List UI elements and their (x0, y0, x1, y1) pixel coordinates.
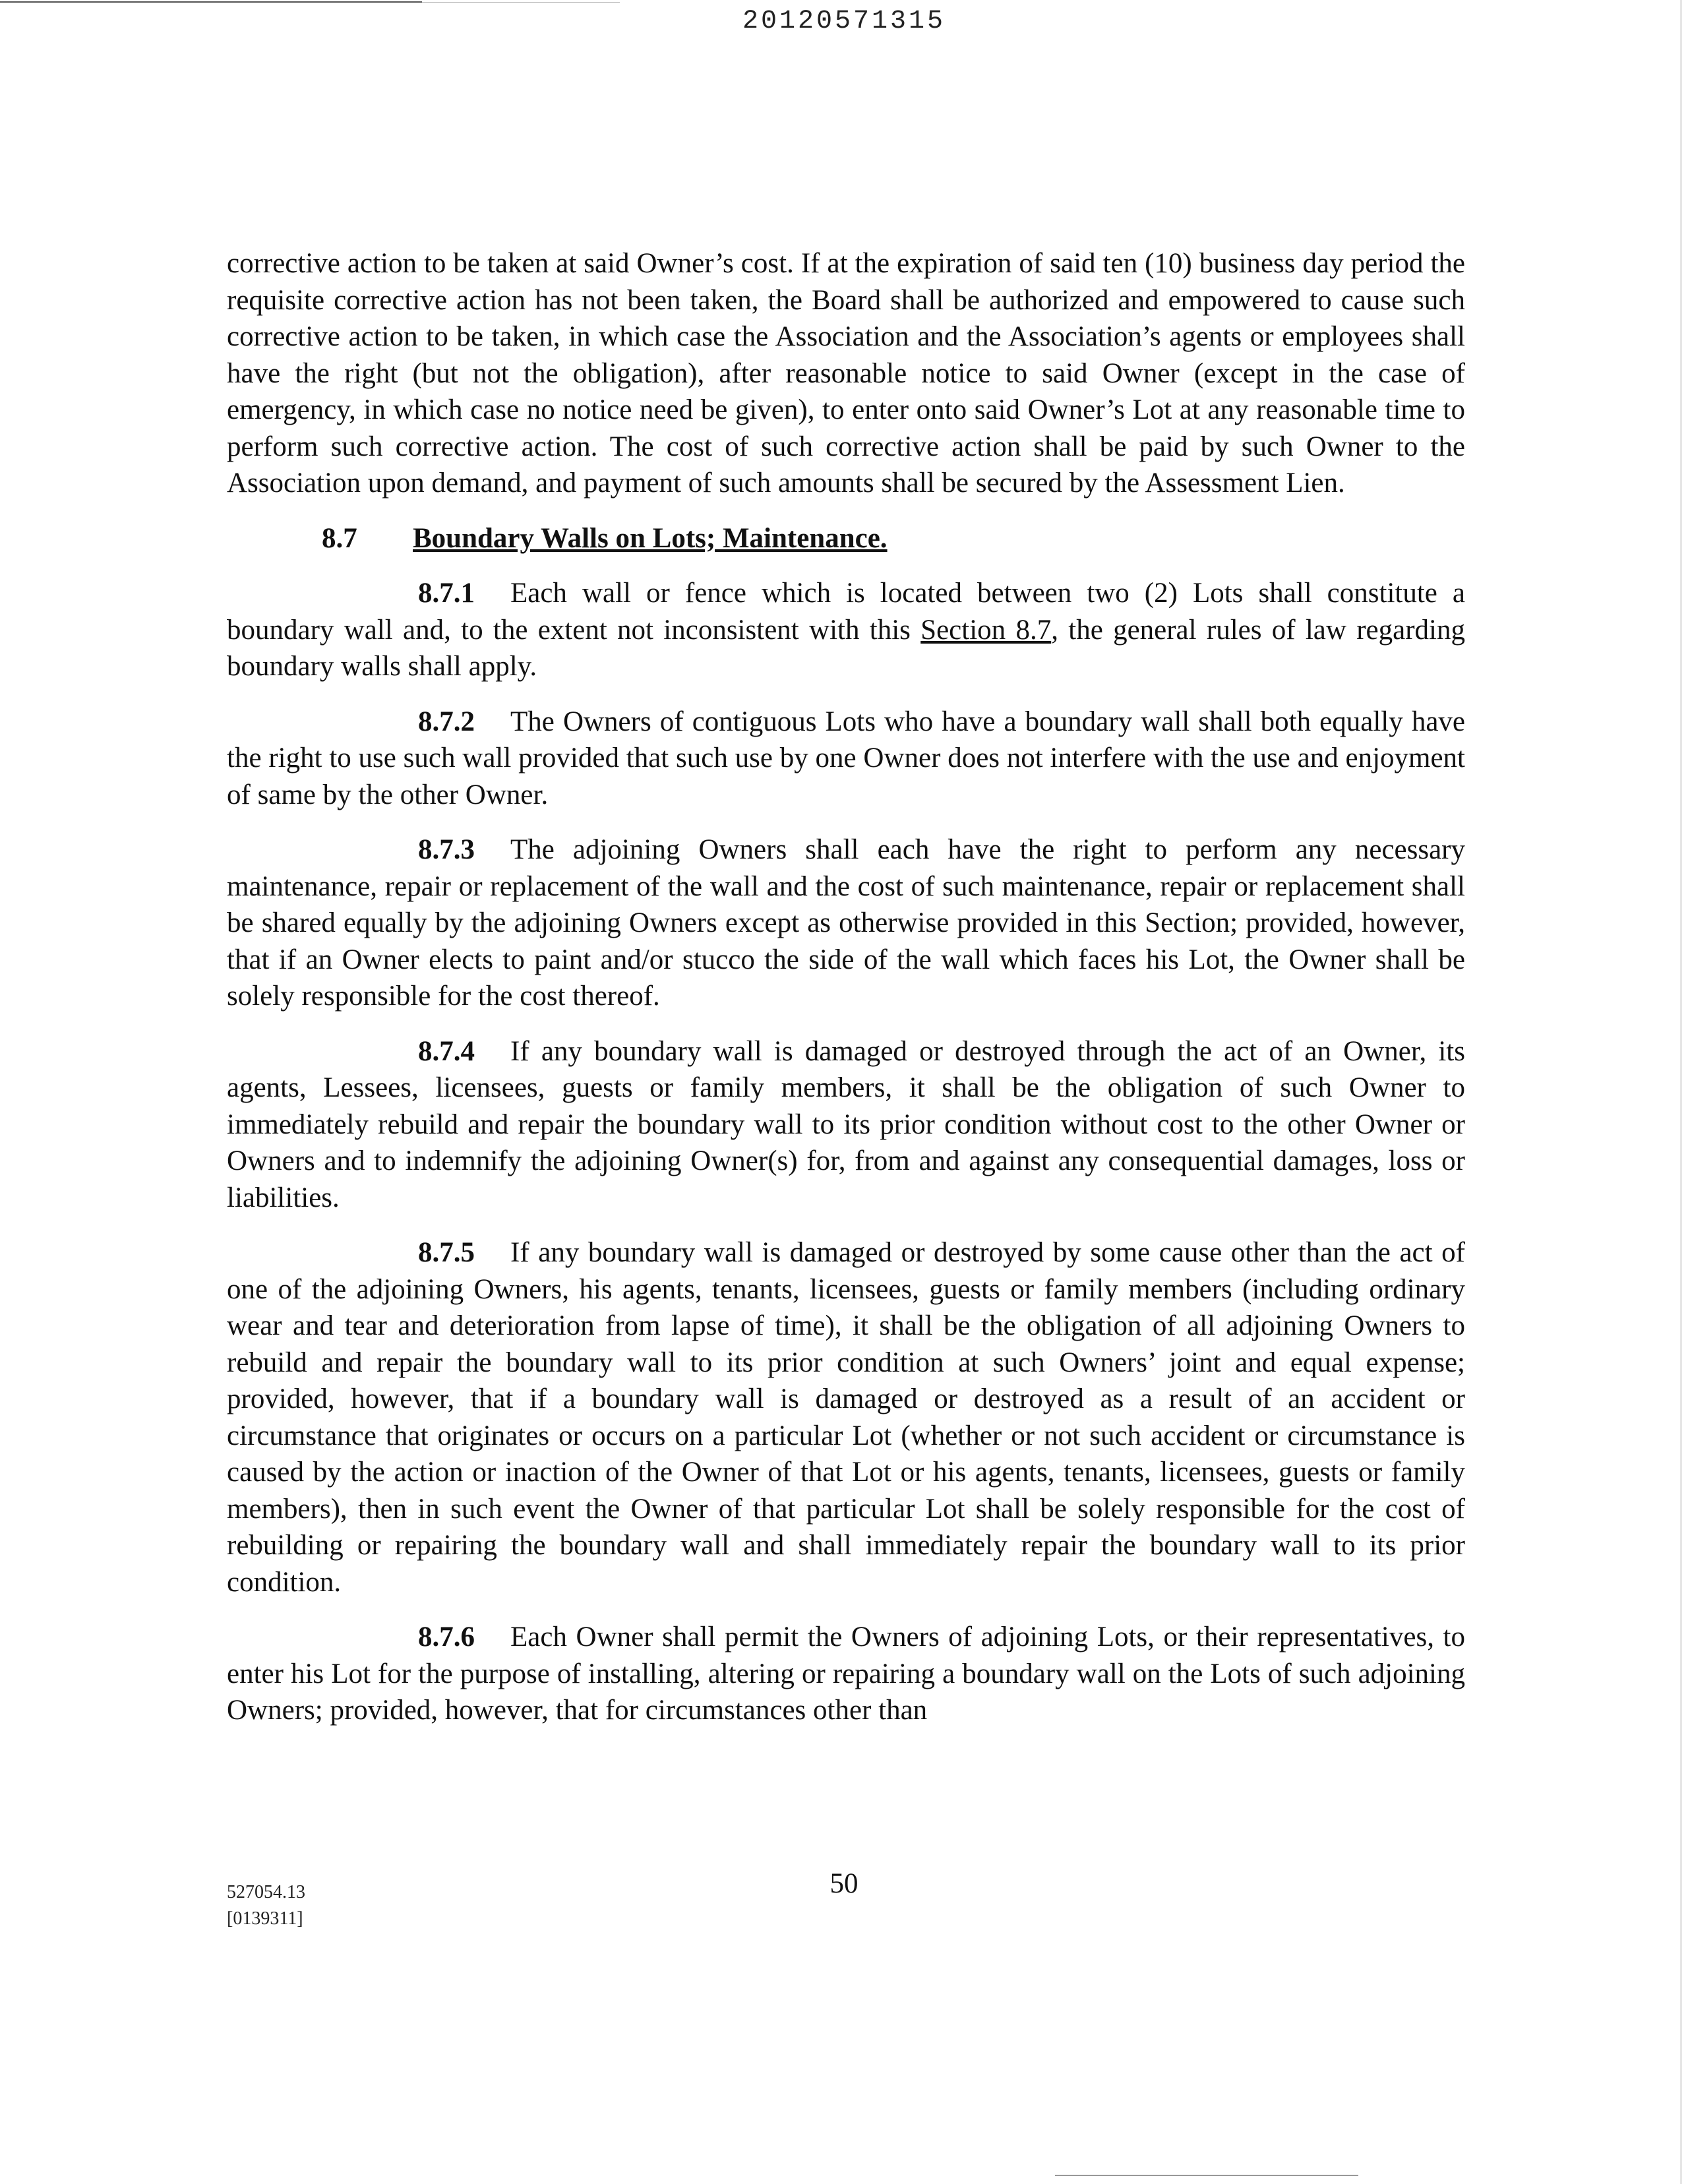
right-scan-edge (1680, 0, 1682, 2184)
subsection-text: If any boundary wall is damaged or destroyed through the act of an Owner, its agents, Lessees, licensees, guests or family members, it shall be the obligation of such Owner to immediately rebuild and repair the boundary wall to its prior condition without cost to the other Owner or Owners and to indemnify the adjoining Owner(s) for, from and against any consequential damages, loss or liabilities. (227, 1035, 1465, 1213)
subsection-number: 8.7.3 (418, 834, 475, 865)
top-scan-line (0, 1, 422, 3)
subsection-number: 8.7.2 (418, 706, 475, 737)
section-8-7-5 (227, 1234, 1465, 1600)
subsection-text-a: Each wall or fence which is located between two (2) Lots shall constitute a boundary wall and, to the extent not inconsistent with this (227, 578, 1465, 646)
section-8-7-1 (227, 575, 1465, 685)
section-8-7-3 (227, 832, 1465, 1015)
section-number: 8.7 (322, 522, 357, 554)
doc-id-line-1: 527054.13 (227, 1882, 305, 1902)
subsection-text: The adjoining Owners shall each have the right to perform any necessary maintenance, repair or replacement of the wall and the cost of such maintenance, repair or replacement shall be shared equally by the adjoining Owners except as otherwise provided in this Section; provided, however, that if an Owner elects to paint and/or stucco the side of the wall which faces his Lot, the Owner shall be solely responsible for the cost thereof. (227, 834, 1465, 1012)
subsection-text: Each Owner shall permit the Owners of adjoining Lots, or their representatives, to enter his Lot for the purpose of installing, altering or repairing a boundary wall on the Lots of such adjoining Owners; provided, however, that for circumstances other than (227, 1622, 1465, 1726)
subsection-text-b: , the general rules of law regarding boundary walls shall apply. (227, 614, 1465, 682)
page-number: 50 (829, 1868, 859, 1899)
doc-id-line-2: [0139311] (227, 1908, 303, 1929)
section-title: Boundary Walls on Lots; Maintenance. (413, 522, 888, 554)
section-8-7-4 (227, 1033, 1465, 1217)
subsection-number: 8.7.4 (418, 1035, 475, 1067)
section-heading-8-7 (227, 520, 1465, 557)
subsection-text: The Owners of contiguous Lots who have a boundary wall shall both equally have the right to use such wall provided that such use by one Owner does not interfere with the use and enjoyment of same by the other Owner. (227, 706, 1465, 810)
section-8-7-6 (227, 1619, 1465, 1729)
bottom-scan-line (1055, 2175, 1358, 2176)
subsection-number: 8.7.6 (418, 1622, 475, 1653)
section-reference: Section 8.7 (920, 614, 1052, 646)
subsection-number: 8.7.1 (418, 578, 475, 609)
subsection-number: 8.7.5 (418, 1237, 475, 1268)
paragraph-continuation: corrective action to be taken at said Owner’s cost. If at the expiration of said ten (10) business day period the requisite corrective action has not been taken, the Board shall be authorized and empowered to cause such corrective action to be taken, in which case the Association and the Association’s agents or employees shall have the right (but not the obligation), after reasonable notice to said Owner (except in the case of emergency, in which case no notice need be given), to enter onto said Owner’s Lot at any reasonable time to perform such corrective action. The cost of such corrective action shall be paid by such Owner to the Association upon demand, and payment of such amounts shall be secured by the Assessment Lien. (227, 248, 1465, 499)
top-scan-line-faint (422, 2, 620, 3)
recording-number: 20120571315 (742, 7, 946, 36)
section-8-7-2 (227, 704, 1465, 814)
subsection-text: If any boundary wall is damaged or destroyed by some cause other than the act of one of the adjoining Owners, his agents, tenants, licensees, guests or family members (including ordinary wear and tear and deterioration from lapse of time), it shall be the obligation of all adjoining Owners to rebuild and repair the boundary wall to its prior condition at such Owners’ joint and equal expense; provided, however, that if a boundary wall is damaged or destroyed as a result of an accident or circumstance that originates or occurs on a particular Lot (whether or not such accident or circumstance is caused by the action or inaction of the Owner of that Lot or his agents, tenants, licensees, guests or family members), then in such event the Owner of that particular Lot shall be solely responsible for the cost of rebuilding or repairing the boundary wall and shall immediately repair the boundary wall to its prior condition. (227, 1237, 1465, 1598)
document-body (227, 245, 1465, 1747)
